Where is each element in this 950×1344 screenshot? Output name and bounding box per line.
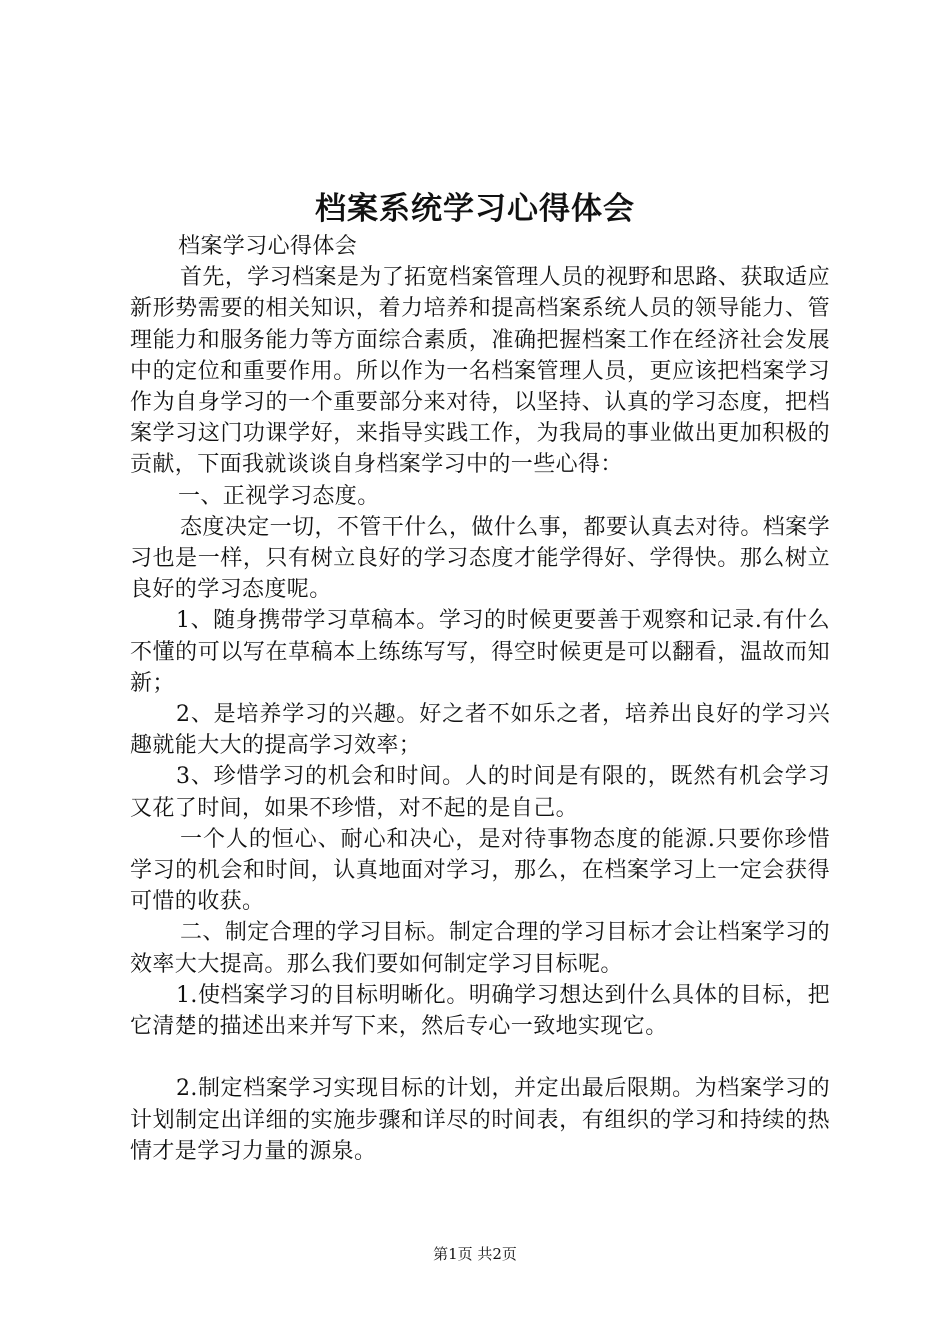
section-heading: 二、制定合理的学习目标。制定合理的学习目标才会让档案学习的效率大大提高。那么我们要如何制定学习目标呢。	[130, 920, 830, 977]
list-item: 3、珍惜学习的机会和时间。人的时间是有限的，既然有机会学习又花了时间，如果不珍惜，对不起的是自己。	[130, 764, 830, 821]
list-item: 2.制定档案学习实现目标的计划，并定出最后限期。为档案学习的计划制定出详细的实施步骤和详尽的时间表，有组织的学习和持续的热情才是学习力量的源泉。	[130, 1076, 830, 1164]
blank-line	[130, 1042, 830, 1073]
page-footer: 第1页 共2页	[433, 1245, 517, 1263]
section-heading: 一、正视学习态度。	[178, 483, 380, 509]
document-title: 档案系统学习心得体会	[315, 191, 635, 227]
list-item: 1.使档案学习的目标明晰化。明确学习想达到什么具体的目标，把它清楚的描述出来并写下来，然后专心一致地实现它。	[130, 982, 830, 1040]
subtitle-paragraph: 档案学习心得体会	[178, 234, 358, 259]
document-body	[130, 231, 830, 1167]
list-item: 1、随身携带学习草稿本。学习的时候更要善于观察和记录.有什么不懂的可以写在草稿本上练练写写，得空时候更是可以翻看，温故而知新；	[130, 608, 830, 696]
list-item: 2、是培养学习的兴趣。好之者不如乐之者，培养出良好的学习兴趣就能大大的提高学习效率；	[130, 702, 830, 759]
body-paragraph: 态度决定一切，不管干什么，做什么事，都要认真去对待。档案学习也是一样，只有树立良好的学习态度才能学得好、学得快。那么树立良好的学习态度呢。	[130, 514, 830, 603]
body-paragraph: 一个人的恒心、耐心和决心，是对待事物态度的能源.只要你珍惜学习的机会和时间，认真地面对学习，那么，在档案学习上一定会获得可惜的收获。	[130, 826, 830, 915]
body-paragraph: 首先，学习档案是为了拓宽档案管理人员的视野和思路、获取适应新形势需要的相关知识，着力培养和提高档案系统人员的领导能力、管理能力和服务能力等方面综合素质，准确把握档案工作在经济社会发展中的定位和重要作用。所以作为一名档案管理人员，更应该把档案学习作为自身学习的一个重要部分来对待，以坚持、认真的学习态度，把档案学习这门功课学好，来指导实践工作，为我局的事业做出更加积极的贡献，下面我就谈谈自身档案学习中的一些心得：	[130, 265, 830, 478]
